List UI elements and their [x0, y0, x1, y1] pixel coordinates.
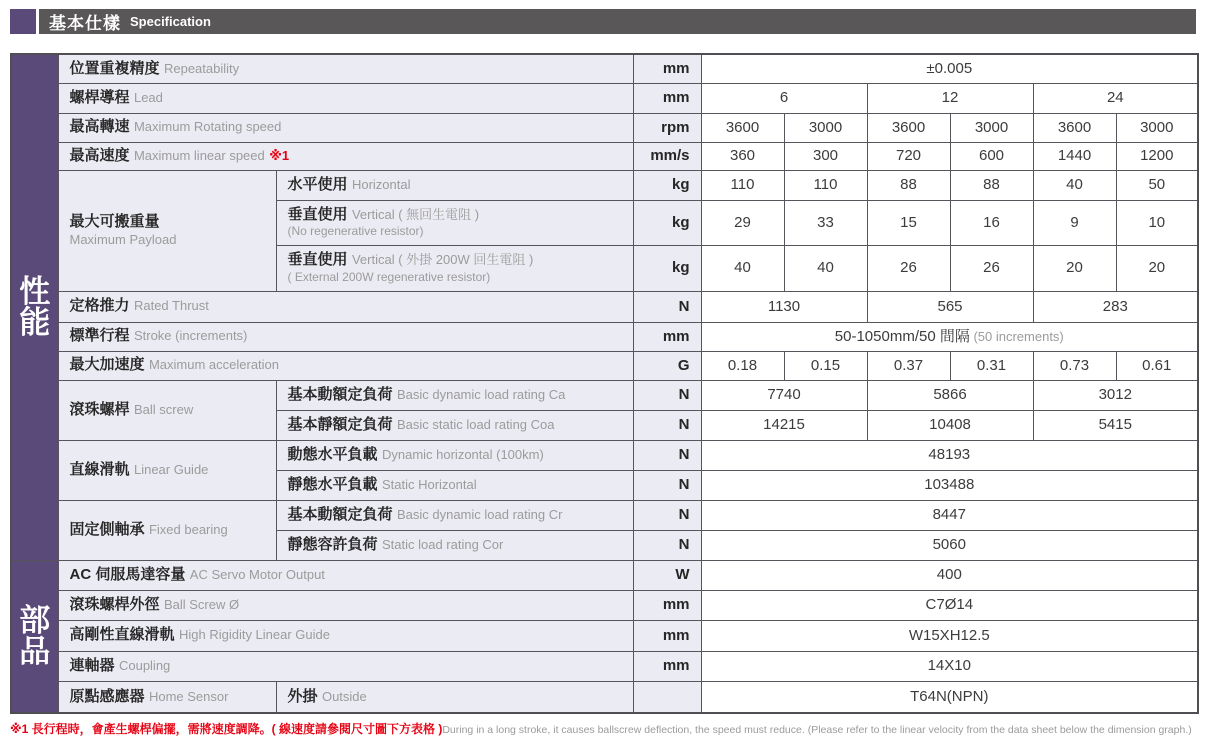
value-cell: 40 [701, 245, 784, 291]
row-label-zh: 標準行程 [69, 327, 130, 345]
row-label-zh: 直線滑軌 [69, 460, 130, 478]
row-label-zh: 滾珠螺桿外徑 [69, 595, 160, 613]
table-row [11, 380, 1198, 410]
table-row [11, 500, 1198, 530]
row-label [58, 142, 633, 170]
row-sublabel [276, 380, 633, 410]
row-label [58, 651, 633, 681]
table-row [11, 54, 1198, 83]
value-cell: 6 [701, 83, 867, 113]
row-sublabel-en: Vertical ( 無回生電阻 ) [351, 206, 480, 222]
row-label-en: Coupling [118, 657, 171, 673]
table-row [11, 681, 1198, 713]
value-cell: 0.73 [1033, 351, 1116, 380]
page-title-en: Specification [130, 14, 211, 29]
value-cell: 10408 [867, 410, 1033, 440]
row-label-en: Ball screw [133, 401, 194, 417]
row-label [58, 620, 633, 651]
row-label [58, 440, 276, 500]
value-cell: 9 [1033, 200, 1116, 245]
page-title-zh: 基本仕樣 [49, 14, 121, 33]
row-label [58, 113, 633, 142]
value-cell: 7740 [701, 380, 867, 410]
table-row [11, 440, 1198, 470]
value-cell: 33 [784, 200, 867, 245]
row-label-zh: 最大可搬重量 [69, 213, 160, 231]
value-cell: 300 [784, 142, 867, 170]
value-cell: 720 [867, 142, 950, 170]
unit-cell [633, 681, 701, 713]
row-label [58, 500, 276, 560]
row-sublabel-zh: 靜態容許負荷 [287, 535, 378, 553]
unit-cell: N [633, 440, 701, 470]
unit-cell: mm [633, 651, 701, 681]
row-label [58, 380, 276, 440]
value-cell: 400 [701, 560, 1198, 590]
row-sublabel-en: Basic dynamic load rating Cr [396, 506, 563, 522]
section-label-char: 部 [19, 602, 51, 638]
row-sublabel [276, 170, 633, 200]
table-row [11, 620, 1198, 651]
header-accent-square [10, 9, 36, 34]
value-cell: 14X10 [701, 651, 1198, 681]
value-cell: 565 [867, 291, 1033, 322]
row-sublabel-en: Outside [321, 688, 367, 704]
row-sublabel-zh: 外掛 [287, 687, 318, 705]
value-cell: 1200 [1116, 142, 1198, 170]
value-cell: 12 [867, 83, 1033, 113]
value-cell: 5866 [867, 380, 1033, 410]
row-sublabel [276, 245, 633, 291]
row-label-zh: AC 伺服馬達容量 [69, 565, 186, 583]
row-label-zh: 連軸器 [69, 656, 115, 674]
row-sublabel-en: Dynamic horizontal (100km) [381, 446, 544, 462]
row-sublabel-zh: 垂直使用 [287, 251, 348, 269]
row-sublabel-zh: 水平使用 [287, 175, 348, 193]
unit-cell: kg [633, 245, 701, 291]
row-sublabel-zh: 基本靜額定負荷 [287, 415, 393, 433]
value-cell: 110 [701, 170, 784, 200]
footnote-zh: ※1 長行程時，會產生螺桿偏擺，需將速度調降。( 線速度請參閱尺寸圖下方表格 ) [10, 722, 443, 736]
row-sublabel-en: Basic static load rating Coa [396, 416, 555, 432]
row-label-zh: 高剛性直線滑軌 [69, 626, 175, 644]
value-cell: 0.31 [950, 351, 1033, 380]
row-label [58, 83, 633, 113]
value-cell: 20 [1033, 245, 1116, 291]
row-sublabel [276, 500, 633, 530]
row-sublabel-en: Static Horizontal [381, 476, 477, 492]
footnote [10, 720, 1196, 738]
value-cell: 3000 [950, 113, 1033, 142]
row-sublabel-zh: 垂直使用 [287, 205, 348, 223]
row-label-en: Maximum linear speed [133, 147, 265, 163]
row-label-zh: 原點感應器 [69, 687, 145, 705]
row-label [58, 681, 276, 713]
table-row [11, 590, 1198, 620]
value-cell: 26 [867, 245, 950, 291]
header-bar [39, 9, 1196, 34]
row-label [58, 291, 633, 322]
value-cell: 40 [1033, 170, 1116, 200]
unit-cell: mm [633, 620, 701, 651]
value-cell: 40 [784, 245, 867, 291]
value-cell: 283 [1033, 291, 1198, 322]
value-cell: 50 [1116, 170, 1198, 200]
value-cell: 0.15 [784, 351, 867, 380]
row-sublabel-line2: ( External 200W regenerative resistor) [287, 269, 491, 284]
value-cell: 29 [701, 200, 784, 245]
unit-cell: mm [633, 590, 701, 620]
table-row [11, 560, 1198, 590]
row-sublabel-en: Vertical ( 外掛 200W 回生電阻 ) [351, 252, 534, 268]
section-header [10, 9, 1196, 34]
table-row [11, 83, 1198, 113]
table-row [11, 651, 1198, 681]
value-cell: 0.61 [1116, 351, 1198, 380]
unit-cell: mm [633, 54, 701, 83]
row-label-en: Lead [133, 89, 163, 105]
value-cell: ±0.005 [701, 54, 1198, 83]
unit-cell: rpm [633, 113, 701, 142]
row-label-zh: 位置重複精度 [69, 59, 160, 77]
row-sublabel [276, 410, 633, 440]
row-sublabel-zh: 基本動額定負荷 [287, 385, 393, 403]
value-cell: 88 [867, 170, 950, 200]
value-cell: 360 [701, 142, 784, 170]
spec-table [10, 53, 1199, 714]
table-row [11, 291, 1198, 322]
row-label-zh: 最高速度 [69, 146, 130, 164]
unit-cell: kg [633, 200, 701, 245]
value-cell: 15 [867, 200, 950, 245]
row-label-en: Maximum Payload [69, 231, 177, 247]
footnote-en: During in a long stroke, it causes ballscrew deflection, the speed must reduce. (Please refer to the linear velocity from the data sheet below the dimension graph.) [442, 724, 1192, 736]
value-cell: 14215 [701, 410, 867, 440]
row-label-en: Fixed bearing [148, 521, 228, 537]
value-cell: 103488 [701, 470, 1198, 500]
row-label-en: Maximum acceleration [148, 357, 280, 373]
row-sublabel [276, 440, 633, 470]
value-cell: 3012 [1033, 380, 1198, 410]
value-cell: 3600 [867, 113, 950, 142]
footnote-marker: ※1 [269, 147, 290, 163]
section-cell [11, 54, 58, 560]
row-sublabel [276, 681, 633, 713]
row-label [58, 54, 633, 83]
table-row [11, 170, 1198, 200]
row-sublabel [276, 200, 633, 245]
value-cell: 1440 [1033, 142, 1116, 170]
value-cell: 5415 [1033, 410, 1198, 440]
value-cell: 50-1050mm/50 間隔 (50 increments) [701, 322, 1198, 351]
value-cell: 24 [1033, 83, 1198, 113]
value-gray-suffix: (50 increments) [969, 328, 1064, 344]
value-cell: 26 [950, 245, 1033, 291]
value-cell: 3000 [784, 113, 867, 142]
unit-cell: kg [633, 170, 701, 200]
value-cell: 5060 [701, 530, 1198, 560]
row-label-en: Home Sensor [148, 688, 229, 704]
row-sublabel [276, 470, 633, 500]
row-label-en: Stroke (increments) [133, 328, 248, 344]
section-label-char: 性 [19, 273, 51, 309]
unit-cell: N [633, 410, 701, 440]
unit-cell: N [633, 380, 701, 410]
section-label-char: 品 [19, 634, 51, 670]
row-label-zh: 滾珠螺桿 [69, 400, 130, 418]
row-sublabel-line2: (No regenerative resistor) [287, 224, 424, 239]
unit-cell: mm/s [633, 142, 701, 170]
row-sublabel-en: Static load rating Cor [381, 536, 504, 552]
row-sublabel-zh: 基本動額定負荷 [287, 505, 393, 523]
row-label-zh: 定格推力 [69, 297, 130, 315]
row-label-zh: 固定側軸承 [69, 520, 145, 538]
row-label-zh: 最高轉速 [69, 118, 130, 136]
row-sublabel [276, 530, 633, 560]
section-cell [11, 560, 58, 713]
row-label-en: Repeatability [163, 60, 240, 76]
unit-cell: N [633, 470, 701, 500]
row-label-zh: 螺桿導程 [69, 88, 130, 106]
row-sublabel-en: Basic dynamic load rating Ca [396, 386, 566, 402]
value-cell: T64N(NPN) [701, 681, 1198, 713]
value-cell: 3600 [1033, 113, 1116, 142]
row-label [58, 590, 633, 620]
unit-cell: N [633, 530, 701, 560]
table-row [11, 142, 1198, 170]
value-cell: 16 [950, 200, 1033, 245]
value-cell: 1130 [701, 291, 867, 322]
value-cell: 0.18 [701, 351, 784, 380]
row-label-zh: 最大加速度 [69, 356, 145, 374]
value-cell: 600 [950, 142, 1033, 170]
value-cell: 3000 [1116, 113, 1198, 142]
section-label-char: 能 [19, 305, 51, 341]
unit-cell: G [633, 351, 701, 380]
unit-cell: N [633, 291, 701, 322]
value-cell: W15XH12.5 [701, 620, 1198, 651]
unit-cell: mm [633, 83, 701, 113]
row-label-en: Ball Screw Ø [163, 596, 240, 612]
value-cell: C7Ø14 [701, 590, 1198, 620]
row-label-en: AC Servo Motor Output [189, 566, 325, 582]
row-sublabel-zh: 動態水平負載 [287, 445, 378, 463]
row-label [58, 351, 633, 380]
row-label-en: Rated Thrust [133, 298, 209, 314]
table-row [11, 351, 1198, 380]
value-cell: 0.37 [867, 351, 950, 380]
value-cell: 10 [1116, 200, 1198, 245]
value-cell: 3600 [701, 113, 784, 142]
unit-cell: mm [633, 322, 701, 351]
value-cell: 20 [1116, 245, 1198, 291]
row-label [58, 322, 633, 351]
row-label-en: High Rigidity Linear Guide [178, 627, 330, 643]
value-cell: 8447 [701, 500, 1198, 530]
row-label-en: Maximum Rotating speed [133, 119, 282, 135]
table-row [11, 113, 1198, 142]
row-label-en: Linear Guide [133, 461, 209, 477]
value-cell: 48193 [701, 440, 1198, 470]
unit-cell: W [633, 560, 701, 590]
row-label [58, 170, 276, 291]
row-sublabel-zh: 靜態水平負載 [287, 475, 378, 493]
value-cell: 88 [950, 170, 1033, 200]
row-sublabel-en: Horizontal [351, 176, 411, 192]
value-cell: 110 [784, 170, 867, 200]
row-label [58, 560, 633, 590]
table-row [11, 322, 1198, 351]
unit-cell: N [633, 500, 701, 530]
